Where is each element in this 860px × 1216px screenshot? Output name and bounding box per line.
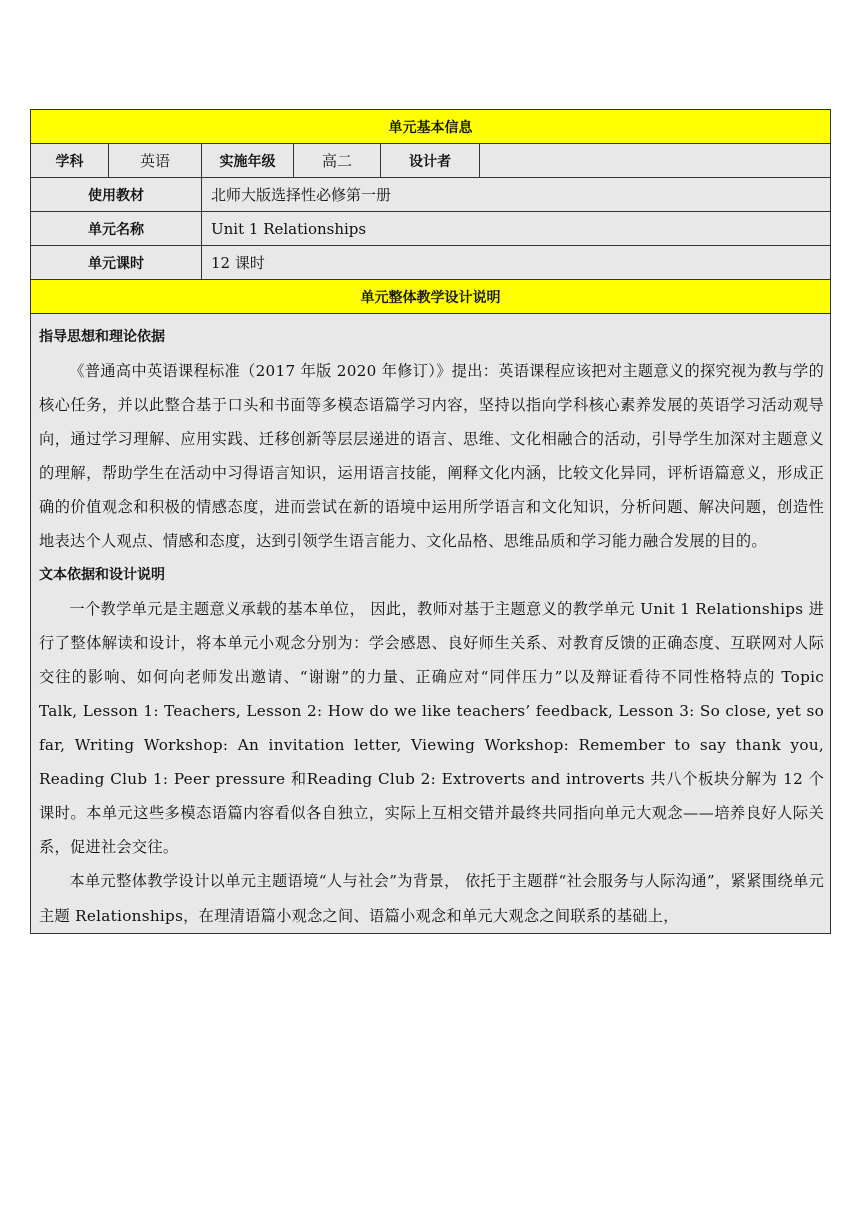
unit-hours-label: 单元课时 — [31, 246, 202, 280]
unit-hours-value: 12 课时 — [202, 246, 831, 280]
unit-info-table — [30, 109, 831, 934]
guiding-theory-title: 指导思想和理论依据 — [39, 329, 165, 345]
design-content-cell — [31, 314, 831, 934]
subject-value: 英语 — [109, 144, 202, 178]
unit-name-label: 单元名称 — [31, 212, 202, 246]
text-basis-paragraph-2: 本单元整体教学设计以单元主题语境“人与社会”为背景， 依托于主题群“社会服务与人际沟通”，紧紧围绕单元主题 Relationships，在理清语篇小观念之间、语篇小观念和单元大观念之间联系的基础上， — [39, 872, 825, 925]
unit-name-value: Unit 1 Relationships — [202, 212, 831, 246]
textbook-value: 北师大版选择性必修第一册 — [202, 178, 831, 212]
guiding-theory-paragraph: 《普通高中英语课程标准（2017 年版 2020 年修订）》提出：英语课程应该把对主题意义的探究视为教与学的核心任务，并以此整合基于口头和书面等多模态语篇学习内容，坚持以指向学科核心素养发展的英语学习活动观导向，通过学习理解、应用实践、迁移创新等层层递进的语言、思维、文化相融合的活动，引导学生加深对主题意义的理解，帮助学生在活动中习得语言知识，运用语言技能，阐释文化内涵，比较文化异同，评析语篇意义，形成正确的价值观念和积极的情感态度，进而尝试在新的语境中运用所学语言和文化知识，分析问题、解决问题，创造性地表达个人观点、情感和态度，达到引领学生语言能力、文化品格、思维品质和学习能力融合发展的目的。 — [39, 362, 825, 550]
grade-value: 高二 — [294, 144, 381, 178]
document-page — [30, 109, 830, 934]
text-basis-paragraph-1: 一个教学单元是主题意义承载的基本单位， 因此，教师对基于主题意义的教学单元 Unit 1 Relationships 进行了整体解读和设计，将本单元小观念分别为：学会感恩、良好师生关系、对教育反馈的正确态度、互联网对人际交往的影响、如何向老师发出邀请、“谢谢”的力量、正确应对“同伴压力”以及辩证看待不同性格特点的 Topic Talk, Lesson 1: Teachers, Lesson 2: How do we like teachers’ feedback, Lesson 3: So close, yet so far, Writing Workshop: An invitation letter, Viewing Workshop: Remember to say thank you, Reading Club 1: Peer pressure 和Reading Club 2: Extroverts and introverts 共八个板块分解为 12 个课时。本单元这些多模态语篇内容看似各自独立，实际上互相交错并最终共同指向单元大观念——培养良好人际关系，促进社会交往。 — [39, 600, 825, 856]
text-basis-title: 文本依据和设计说明 — [39, 567, 165, 583]
grade-label: 实施年级 — [202, 144, 294, 178]
textbook-label: 使用教材 — [31, 178, 202, 212]
designer-value — [480, 144, 831, 178]
subject-label: 学科 — [31, 144, 109, 178]
design-description-header: 单元整体教学设计说明 — [31, 280, 831, 314]
designer-label: 设计者 — [381, 144, 480, 178]
unit-basic-info-header: 单元基本信息 — [31, 110, 831, 144]
